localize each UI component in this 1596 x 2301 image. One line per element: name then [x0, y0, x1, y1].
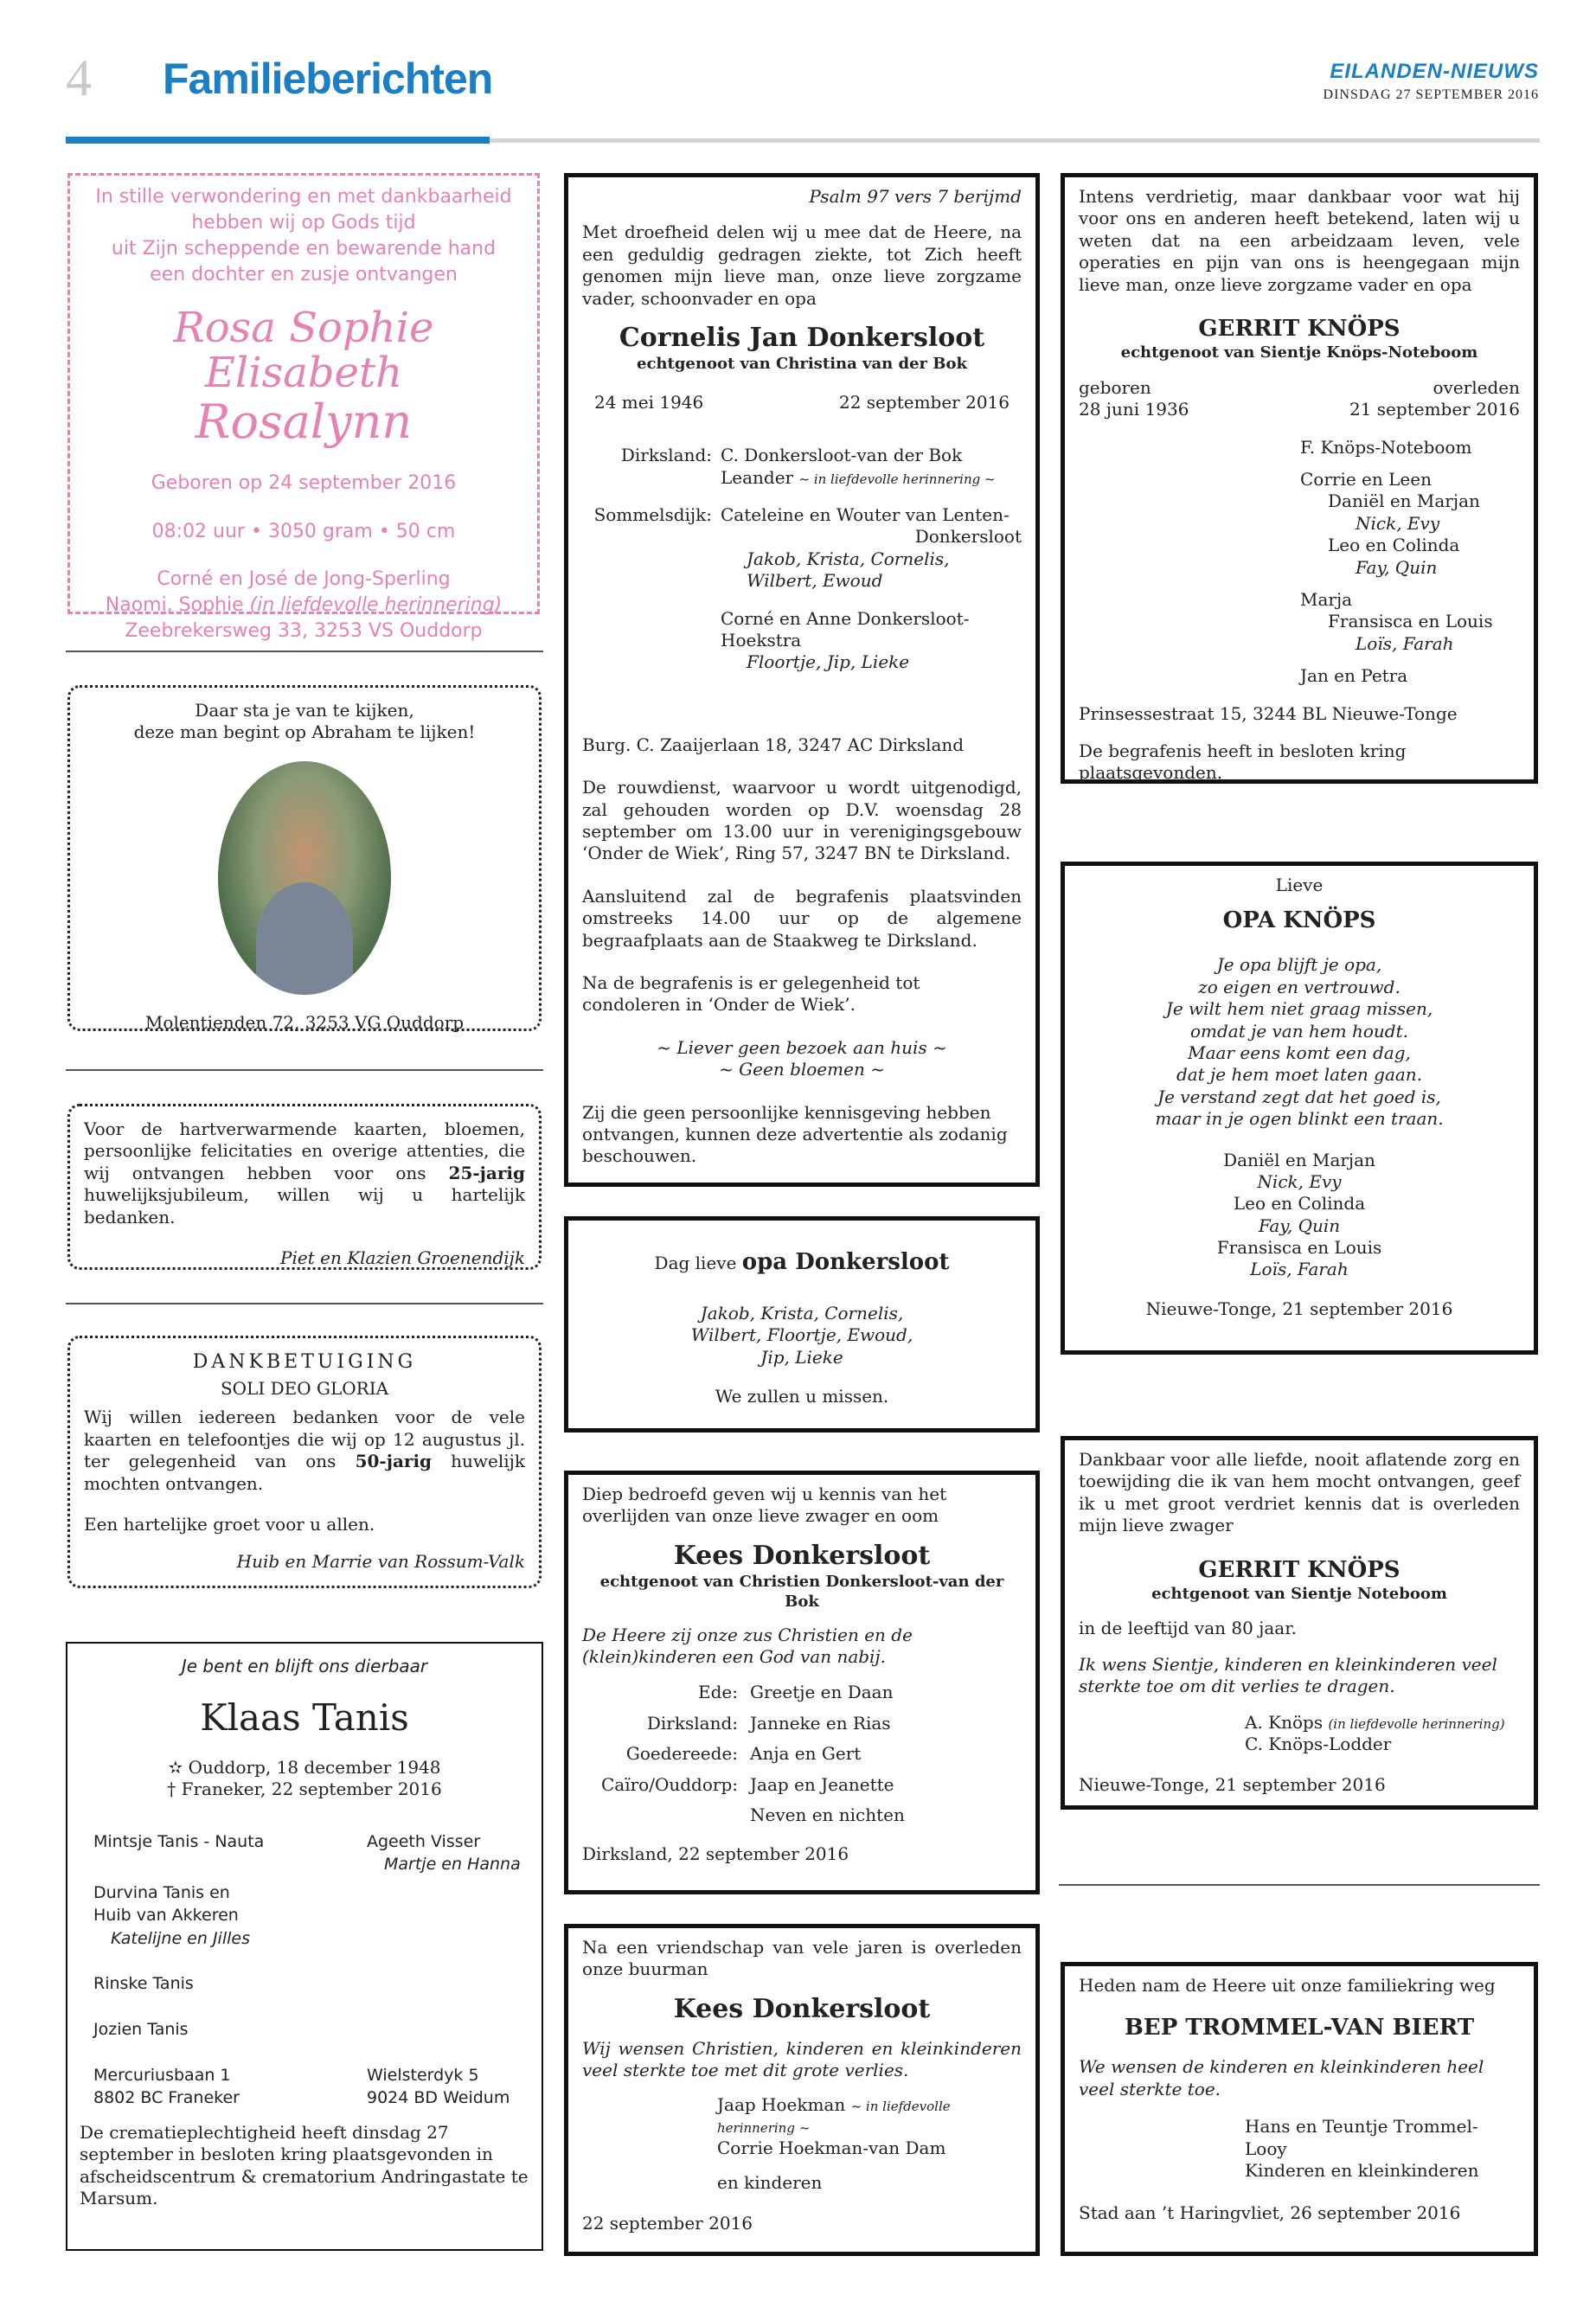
- grandchildren: Jakob, Krista, Cornelis,: [700, 1303, 904, 1324]
- cornelis-donkersloot-notice: [564, 173, 1040, 1187]
- kees2-name: Kees Donkersloot: [673, 1993, 931, 2024]
- gerrit1-intro: Intens verdrietig, maar dankbaar voor wat hij voor ons en anderen heeft betekend, laten wij u weten dat na een arbeidzaam leven, vele operaties en pijn van ons is heengegaan mijn lieve man, onze lieve zorgzame vader en opa: [1079, 186, 1520, 295]
- dank-title: DANKBETUIGING: [192, 1351, 417, 1373]
- abraham-line: deze man begint op Abraham te lijken!: [133, 721, 476, 743]
- gerrit2-name: GERRIT KNÖPS: [1198, 1556, 1401, 1583]
- cornelis-spouse: echtgenoot van Christina van der Bok: [637, 355, 967, 374]
- family-member: Ageeth Visser Martje en Hanna: [367, 1831, 521, 1875]
- opa-knops-notice: [1061, 862, 1538, 1355]
- kees1-wish: De Heere zij onze zus Christien en de (klein)kinderen een God van nabij.: [582, 1624, 913, 1667]
- no-visits: ~ Liever geen bezoek aan huis ~: [657, 1036, 947, 1058]
- cornelis-dates: 24 mei 1946 22 september 2016: [594, 391, 1010, 413]
- lieve-family: Daniël en Marjan Nick, Evy Leo en Colinda Fay, Quin Fransisca en Louis Loïs, Farah: [1216, 1149, 1382, 1280]
- gerrit1-dates: geboren 28 juni 1936 overleden 21 september 2016: [1079, 376, 1520, 420]
- abraham-notice: [67, 685, 542, 1031]
- kees1-spouse: echtgenoot van Christien Donkersloot-van der Bok: [599, 1572, 1004, 1611]
- condolence-info: Na de begrafenis is er gelegenheid tot condoleren in ‘Onder de Wiek’.: [582, 971, 920, 1016]
- family-member: Durvina Tanis en Huib van Akkeren Katelijne en Jilles: [93, 1882, 250, 1948]
- opa-donkersloot-notice: [564, 1216, 1040, 1433]
- bep-name: BEP TROMMEL-VAN BIERT: [1124, 2015, 1475, 2041]
- gerrit2-spouse: echtgenoot van Sientje Noteboom: [1151, 1584, 1447, 1603]
- tanis-footer: De crematieplechtigheid heeft dinsdag 27 september in besloten kring plaatsgevonden in afscheidscentrum & crematorium Andringastate te Marsum.: [80, 2121, 529, 2209]
- cornelis-address: Burg. C. Zaaijerlaan 18, 3247 AC Dirksland: [582, 734, 965, 755]
- family-member: Rinske Tanis: [93, 1974, 194, 1994]
- siblings: Naomi, Sophie (in liefdevolle herinnering): [105, 594, 503, 617]
- lieve-intro: Lieve: [1275, 875, 1324, 895]
- page-number: 4: [66, 49, 92, 106]
- kees-donkersloot-notice-2: [564, 1924, 1040, 2256]
- notice-disclaimer: Zij die geen persoonlijke kennisgeving hebben ontvangen, kunnen deze advertentie als zodanig beschouwen.: [582, 1101, 1008, 1167]
- tanis-died: † Franeker, 22 september 2016: [167, 1779, 442, 1800]
- cornelis-intro: Met droefheid delen wij u mee dat de Heere, na een geduldig gedragen ziekte, tot Zich heeft genomen mijn lieve man, onze lieve zorgzame vader, schoonvader en opa: [582, 221, 1022, 309]
- kees1-place: Dirksland, 22 september 2016: [582, 1843, 849, 1865]
- family-member: Mintsje Tanis - Nauta: [93, 1831, 265, 1851]
- gerrit1-spouse: echtgenoot van Sientje Knöps-Noteboom: [1120, 343, 1478, 362]
- burial-info: Aansluitend zal de begrafenis plaatsvinden omstreeks 14.00 uur op de algemene begraafplaats aan de Staakweg te Dirksland.: [582, 885, 1022, 951]
- parents: Corné en José de Jong-Sperling: [157, 568, 451, 591]
- dankbetuiging: [67, 1336, 542, 1588]
- dank-text: Wij willen iedereen bedanken voor de vele kaarten en telefoontjes die wij op 12 augustus jl. ter gelegenheid van ons 50-jarig huwelijk mochten ontvangen.: [84, 1407, 525, 1494]
- gerrit1-name: GERRIT KNÖPS: [1198, 315, 1401, 342]
- header-rule-gray: [490, 138, 1540, 143]
- birth-date: Geboren op 24 september 2016: [151, 471, 457, 494]
- birth-line: een dochter en zusje ontvangen: [150, 263, 458, 285]
- gerrit-knops-notice-2: [1061, 1436, 1538, 1810]
- jubilee-text: Voor de hartverwarmende kaarten, bloemen, persoonlijke felicitaties en overige attenties, die wij ontvangen hebben voor ons 25-jarig huwelijksjubileum, willen wij u hartelijk bedanken.: [84, 1118, 525, 1227]
- gerrit2-place: Nieuwe-Tonge, 21 september 2016: [1079, 1774, 1386, 1796]
- bep-wish: We wensen de kinderen en kleinkinderen heel veel sterkte toe.: [1079, 2056, 1484, 2099]
- birth-line: uit Zijn scheppende en bewarende hand: [111, 237, 497, 260]
- bep-intro: Heden nam de Heere uit onze familiekring weg: [1079, 1975, 1496, 1996]
- divider: [1059, 1884, 1540, 1886]
- dank-greeting: Een hartelijke groet voor u allen.: [84, 1513, 375, 1535]
- family-names: Neven en nichten: [750, 1804, 905, 1825]
- divider: [66, 651, 543, 652]
- gerrit2-signatures: A. Knöps (in liefdevolle herinnering) C. Knöps-Lodder: [1245, 1711, 1505, 1754]
- lieve-name: OPA KNÖPS: [1222, 907, 1376, 934]
- funeral-service: De rouwdienst, waarvoor u wordt uitgenodigd, zal gehouden worden op D.V. woensdag 28 september om 13.00 uur in verenigingsgebouw ‘Onder de Wiek’, Ring 57, 3247 BN te Dirksland.: [582, 777, 1022, 864]
- kees1-name: Kees Donkersloot: [673, 1540, 931, 1571]
- no-flowers: ~ Geen bloemen ~: [719, 1059, 885, 1080]
- divider: [66, 1303, 543, 1304]
- family-names: Janneke en Rias: [750, 1712, 891, 1734]
- family-names: Jaap en Jeanette: [750, 1773, 894, 1795]
- gerrit2-age: in de leeftijd van 80 jaar.: [1079, 1618, 1297, 1639]
- portrait-photo: [218, 761, 391, 995]
- gerrit1-family: F. Knöps-Noteboom Corrie en Leen Daniël en Marjan Nick, Evy Leo en Colinda Fay, Quin Marja Fransisca en Louis Loïs, Farah Jan en Petra: [1300, 436, 1493, 687]
- abraham-line: Daar sta je van te kijken,: [195, 700, 414, 721]
- baby-name-second: Rosalynn: [195, 394, 413, 450]
- family-place: [582, 1804, 738, 1826]
- bep-trommel-notice: [1061, 1962, 1538, 2256]
- jubilee-signature: Piet en Klazien Groenendijk: [280, 1247, 525, 1268]
- family-place: Goedereede:: [625, 1743, 738, 1765]
- divider: [66, 1069, 543, 1071]
- family-place: Caïro/Ouddorp:: [601, 1773, 738, 1795]
- jubilee-thanks: [67, 1104, 542, 1270]
- tanis-family: [80, 1830, 529, 2110]
- kees1-intro: Diep bedroefd geven wij u kennis van het overlijden van onze lieve zwager en oom: [582, 1484, 947, 1527]
- birth-stats: 08:02 uur • 3050 gram • 50 cm: [151, 520, 456, 542]
- gerrit1-burial: De begrafenis heeft in besloten kring plaatsgevonden.: [1079, 740, 1407, 784]
- birth-line: In stille verwondering en met dankbaarheid: [95, 186, 512, 208]
- gerrit2-wish: Ik wens Sientje, kinderen en kleinkinderen veel sterkte toe om dit verlies te dragen.: [1079, 1653, 1497, 1697]
- gerrit1-address: Prinsessestraat 15, 3244 BL Nieuwe-Tonge: [1079, 702, 1458, 724]
- family-names: Greetje en Daan: [750, 1682, 894, 1703]
- cornelis-family: Dirksland: C. Donkersloot-van der Bok Leander ~ in liefdevolle herinnering ~ Sommelsdijk: Cateleine en Wouter van Lenten- Donkersloot Jakob, Krista, Cornelis, Wilbert, Ewoud Corné en Anne Donkersloot-Hoekstra Floortje, Jip, Lieke: [593, 445, 1022, 673]
- bep-place: Stad aan ’t Haringvliet, 26 september 2016: [1079, 2202, 1461, 2224]
- birth-address: Zeebrekersweg 33, 3253 VS Ouddorp: [125, 620, 483, 643]
- newspaper-logo: EILANDEN-NIEUWS: [1330, 60, 1539, 83]
- tanis-born: ✫ Ouddorp, 18 december 1948: [168, 1756, 441, 1778]
- kees2-signatures: Jaap Hoekman ~ in liefdevolle herinnering ~ Corrie Hoekman-van Dam en kinderen: [717, 2093, 951, 2193]
- kees2-intro: Na een vriendschap van vele jaren is overleden onze buurman: [582, 1937, 1022, 1980]
- grandchildren: Wilbert, Floortje, Ewoud,: [690, 1324, 913, 1346]
- tanis-address-1: Mercuriusbaan 1 8802 BC Franeker: [93, 2065, 240, 2108]
- gerrit2-intro: Dankbaar voor alle liefde, nooit aflatende zorg en toewijding die ik van hem mocht ontvangen, geef ik u met groot verdriet kennis dat is overleden mijn lieve zwager: [1079, 1449, 1520, 1536]
- gerrit-knops-notice-1: [1061, 173, 1538, 784]
- issue-date: DINSDAG 27 SEPTEMBER 2016: [1323, 87, 1539, 102]
- birth-announcement: [67, 173, 540, 643]
- opa-greeting: Dag lieve opa Donkersloot: [654, 1249, 950, 1275]
- abraham-address: Molentienden 72, 3253 VG Ouddorp: [144, 1011, 465, 1033]
- dank-signature: Huib en Marrie van Rossum-Valk: [236, 1551, 525, 1573]
- tanis-intro: Je bent en blijft ons dierbaar: [181, 1656, 428, 1676]
- miss-line: We zullen u missen.: [715, 1386, 889, 1407]
- family-place: Dirksland:: [646, 1712, 738, 1734]
- klaas-tanis-notice: [66, 1642, 543, 2251]
- kees1-family: [582, 1682, 1022, 1826]
- grandchildren: Jip, Lieke: [760, 1346, 843, 1368]
- psalm-reference: Psalm 97 vers 7 berijmd: [809, 186, 1022, 207]
- poem: Je opa blijft je opa, zo eigen en vertrouwd. Je wilt hem niet graag missen, omdat je van hem houdt. Maar eens komt een dag, dat je hem moet laten gaan. Je verstand zegt dat het goed is, maar in je ogen blinkt een traan.: [1155, 954, 1444, 1130]
- baby-name: Rosa Sophie Elisabeth: [173, 303, 434, 398]
- kees2-date: 22 september 2016: [582, 2213, 753, 2234]
- birth-line: hebben wij op Gods tijd: [191, 211, 416, 234]
- lieve-place: Nieuwe-Tonge, 21 september 2016: [1145, 1298, 1453, 1319]
- family-member: Jozien Tanis: [93, 2020, 189, 2040]
- family-place: Ede:: [698, 1682, 738, 1703]
- tanis-name: Klaas Tanis: [200, 1696, 409, 1740]
- section-title: Familieberichten: [163, 54, 493, 103]
- kees2-wish: Wij wensen Christien, kinderen en kleinkinderen veel sterkte toe met dit grote verlies.: [582, 2037, 1022, 2081]
- cornelis-name: Cornelis Jan Donkersloot: [619, 322, 985, 353]
- tanis-address-2: Wielsterdyk 5 9024 BD Weidum: [367, 2065, 510, 2108]
- header-rule-blue: [66, 137, 490, 144]
- family-names: Anja en Gert: [750, 1743, 862, 1765]
- bep-signatures: Hans en Teuntje Trommel-Looy Kinderen en kleinkinderen: [1245, 2116, 1479, 2181]
- dank-motto: SOLI DEO GLORIA: [220, 1377, 389, 1399]
- kees-donkersloot-notice-1: [564, 1471, 1040, 1894]
